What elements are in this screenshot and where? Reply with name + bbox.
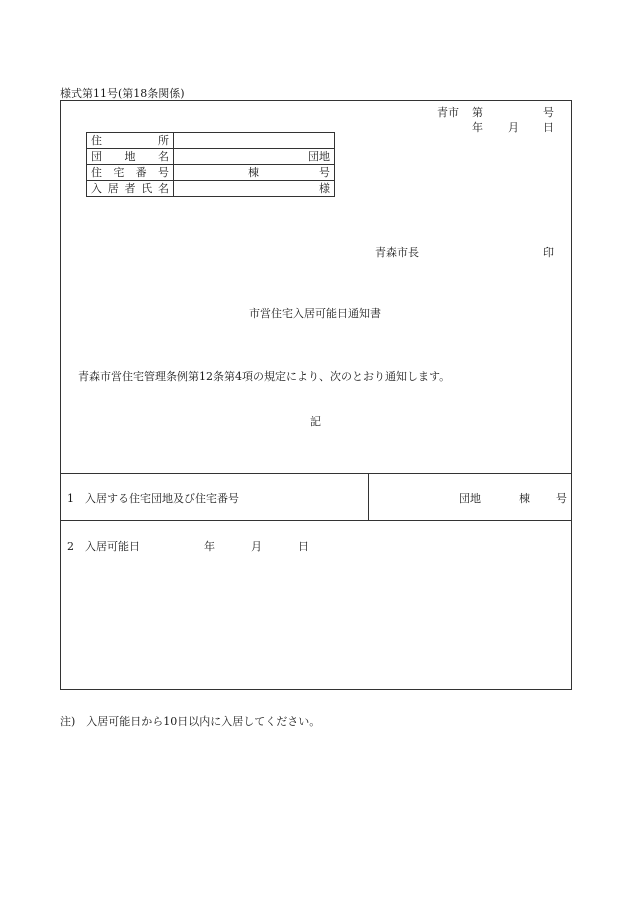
ki-mark: 記	[310, 415, 321, 428]
resident-name-label: 入居者氏名	[87, 181, 174, 197]
form-label: 様式第11号(第18条関係)	[60, 87, 185, 100]
danchi-name-label: 団地名	[87, 149, 174, 165]
item1-column-divider	[368, 473, 369, 520]
item1-to: 棟	[519, 492, 530, 505]
item2-day: 日	[298, 540, 309, 553]
table-row	[87, 149, 335, 165]
date-year: 年	[472, 121, 483, 134]
house-number-to: 棟	[248, 165, 259, 179]
table-row	[87, 181, 335, 197]
item2-month: 月	[251, 540, 262, 553]
document-title: 市営住宅入居可能日通知書	[249, 307, 381, 320]
table-row	[87, 133, 335, 149]
address-label: 住所	[87, 133, 174, 149]
house-number-go: 号	[319, 165, 330, 179]
item1-danchi: 団地	[459, 492, 481, 505]
date-day: 日	[543, 121, 554, 134]
doc-number-go: 号	[543, 106, 554, 119]
issuer-title: 青森市長	[375, 246, 419, 259]
seal-mark: 印	[543, 246, 554, 259]
house-number-label: 住宅番号	[87, 165, 174, 181]
address-value	[174, 133, 335, 149]
item2-year: 年	[204, 540, 215, 553]
footnote: 注) 入居可能日から10日以内に入居してください。	[60, 715, 321, 728]
divider-bottom	[60, 520, 572, 521]
recipient-info-table	[86, 132, 335, 197]
doc-number-dai: 第	[472, 106, 483, 119]
table-row	[87, 165, 335, 181]
item1-label: 1 入居する住宅団地及び住宅番号	[67, 492, 239, 505]
divider-top	[60, 473, 572, 474]
resident-name-value: 様	[174, 181, 335, 197]
doc-number-prefix: 青市	[437, 106, 459, 119]
item1-go: 号	[556, 492, 567, 505]
danchi-name-value: 団地	[174, 149, 335, 165]
body-text: 青森市営住宅管理条例第12条第4項の規定により、次のとおり通知します。	[78, 370, 451, 383]
house-number-value	[174, 165, 335, 181]
item2-label: 2 入居可能日	[67, 540, 140, 553]
date-month: 月	[508, 121, 519, 134]
